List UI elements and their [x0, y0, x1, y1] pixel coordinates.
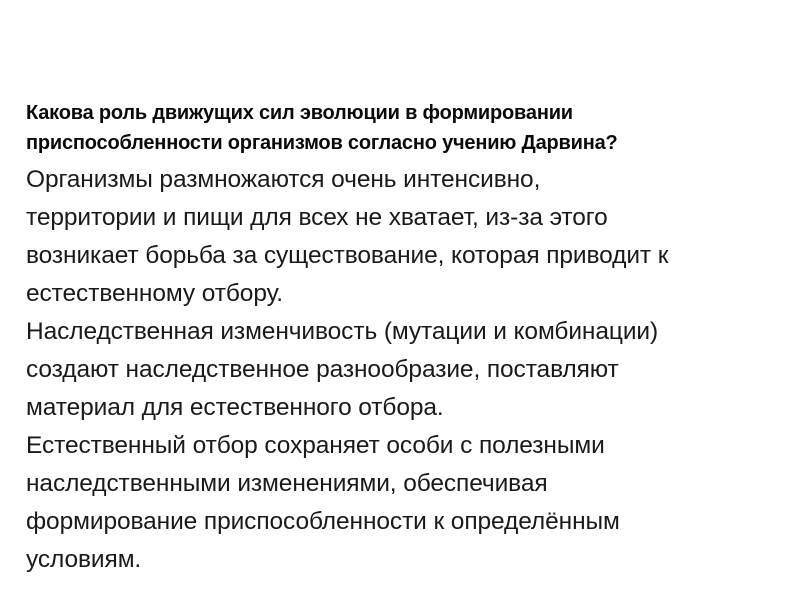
slide-content — [26, 98, 786, 579]
answer-line: Наследственная изменчивость (мутации и комбинации) — [26, 318, 659, 345]
answer-paragraph-variability — [26, 313, 786, 427]
answer-line: территории и пищи для всех не хватает, из-за этого — [26, 204, 608, 231]
answer-line: Естественный отбор сохраняет особи с полезными — [26, 432, 605, 459]
answer-line: создают наследственное разнообразие, поставляют — [26, 356, 619, 383]
answer-body — [26, 161, 786, 579]
answer-line: Организмы размножаются очень интенсивно, — [26, 166, 541, 193]
answer-line: возникает борьба за существование, которая приводит к — [26, 242, 669, 269]
question-line: приспособленности организмов согласно учению Дарвина? — [26, 132, 618, 154]
answer-line: естественному отбору. — [26, 280, 283, 307]
answer-paragraph-reproduction — [26, 161, 786, 313]
question-heading — [26, 98, 786, 158]
answer-line: материал для естественного отбора. — [26, 394, 444, 421]
answer-paragraph-selection — [26, 427, 786, 579]
answer-line: формирование приспособленности к определённым — [26, 508, 620, 535]
answer-line: наследственными изменениями, обеспечивая — [26, 470, 548, 497]
question-line: Какова роль движущих сил эволюции в формировании — [26, 102, 573, 124]
answer-line: условиям. — [26, 546, 142, 573]
